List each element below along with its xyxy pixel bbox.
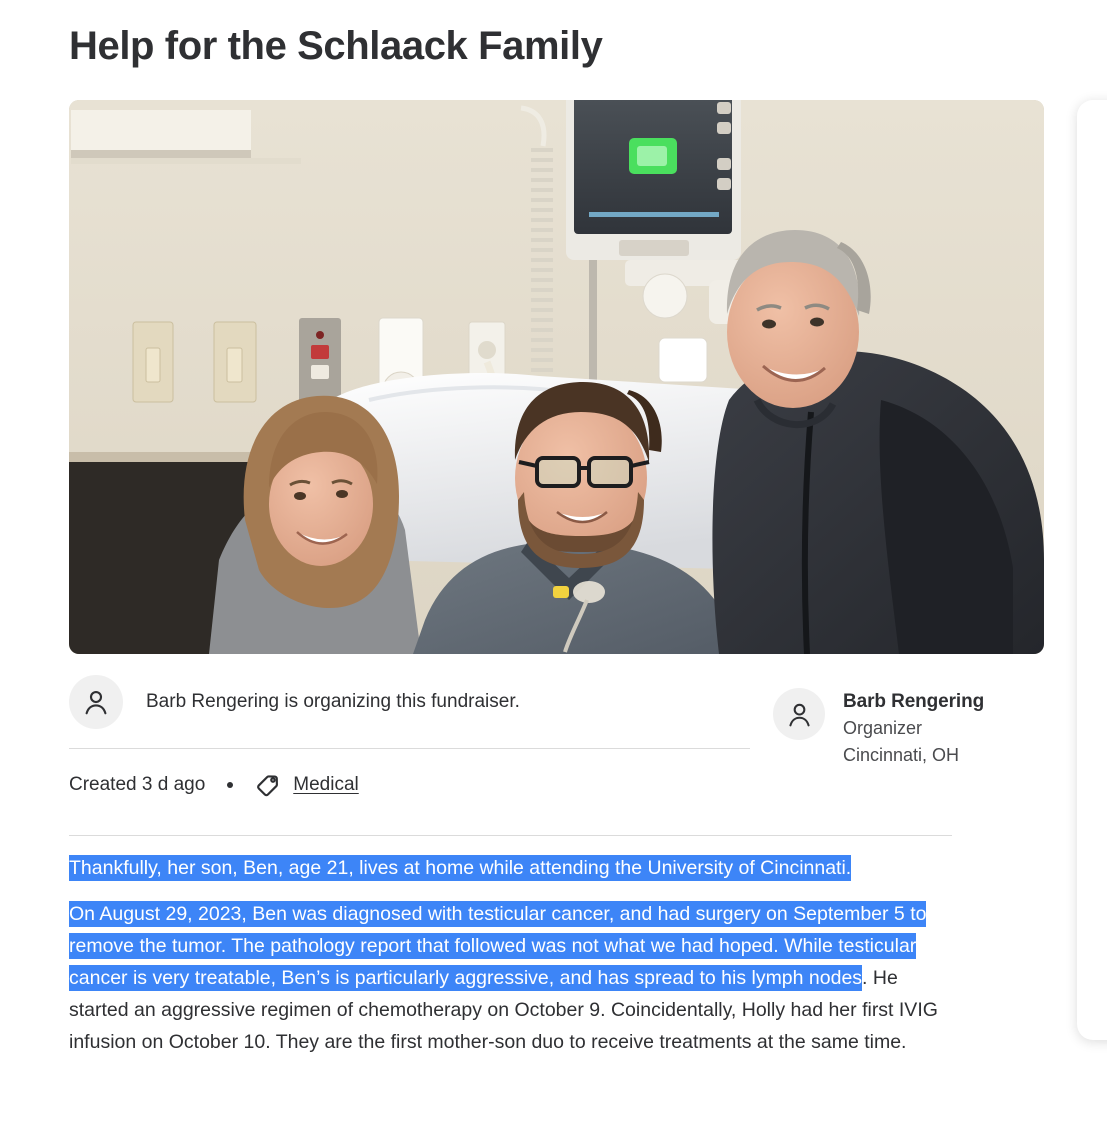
organizer-card-info xyxy=(843,688,984,769)
organizer-role: Organizer xyxy=(843,718,923,738)
created-date: Created 3 d ago xyxy=(69,774,206,795)
person-icon xyxy=(69,675,123,729)
story-paragraph-2 xyxy=(69,898,952,1058)
person-icon xyxy=(773,688,825,740)
category-link-medical[interactable]: Medical xyxy=(293,774,359,795)
organizer-location: Cincinnati, OH xyxy=(843,745,960,765)
highlighted-text-2: On August 29, 2023, Ben was diagnosed with testicular cancer, and had surgery on September 5 to remove the tumor. The pathology report that followed was not what we had hoped. While testicular cancer is very treatable, Ben’s is particularly aggressive, and has spread to his lymph nodes xyxy=(69,903,927,989)
organizer-summary-text: Barb Rengering is organizing this fundraiser. xyxy=(146,691,520,712)
tag-icon xyxy=(255,772,281,798)
divider-bottom xyxy=(69,835,952,836)
divider-top xyxy=(69,748,750,749)
highlighted-text-1: Thankfully, her son, Ben, age 21, lives at home while attending the University of Cincinnati. xyxy=(69,857,852,879)
side-donation-card[interactable] xyxy=(1077,100,1107,1040)
organizer-summary-row[interactable] xyxy=(69,672,750,732)
organizer-name: Barb Rengering xyxy=(843,691,985,712)
page-title: Help for the Schlaack Family xyxy=(69,24,603,68)
story-paragraph-1 xyxy=(69,852,952,884)
organizer-card[interactable] xyxy=(773,688,984,769)
campaign-hero-image[interactable] xyxy=(69,100,1044,654)
story-paragraph-2-rest: . He started an aggressive regimen of chemotherapy on October 9. Coincidentally, Holly had her first IVIG infusion on October 10. They are the first mother-son duo to receive treatments at the same time. xyxy=(69,967,938,1053)
meta-separator-dot xyxy=(227,782,233,788)
hero-photo-illustration xyxy=(69,100,1044,654)
campaign-story xyxy=(69,852,952,1058)
